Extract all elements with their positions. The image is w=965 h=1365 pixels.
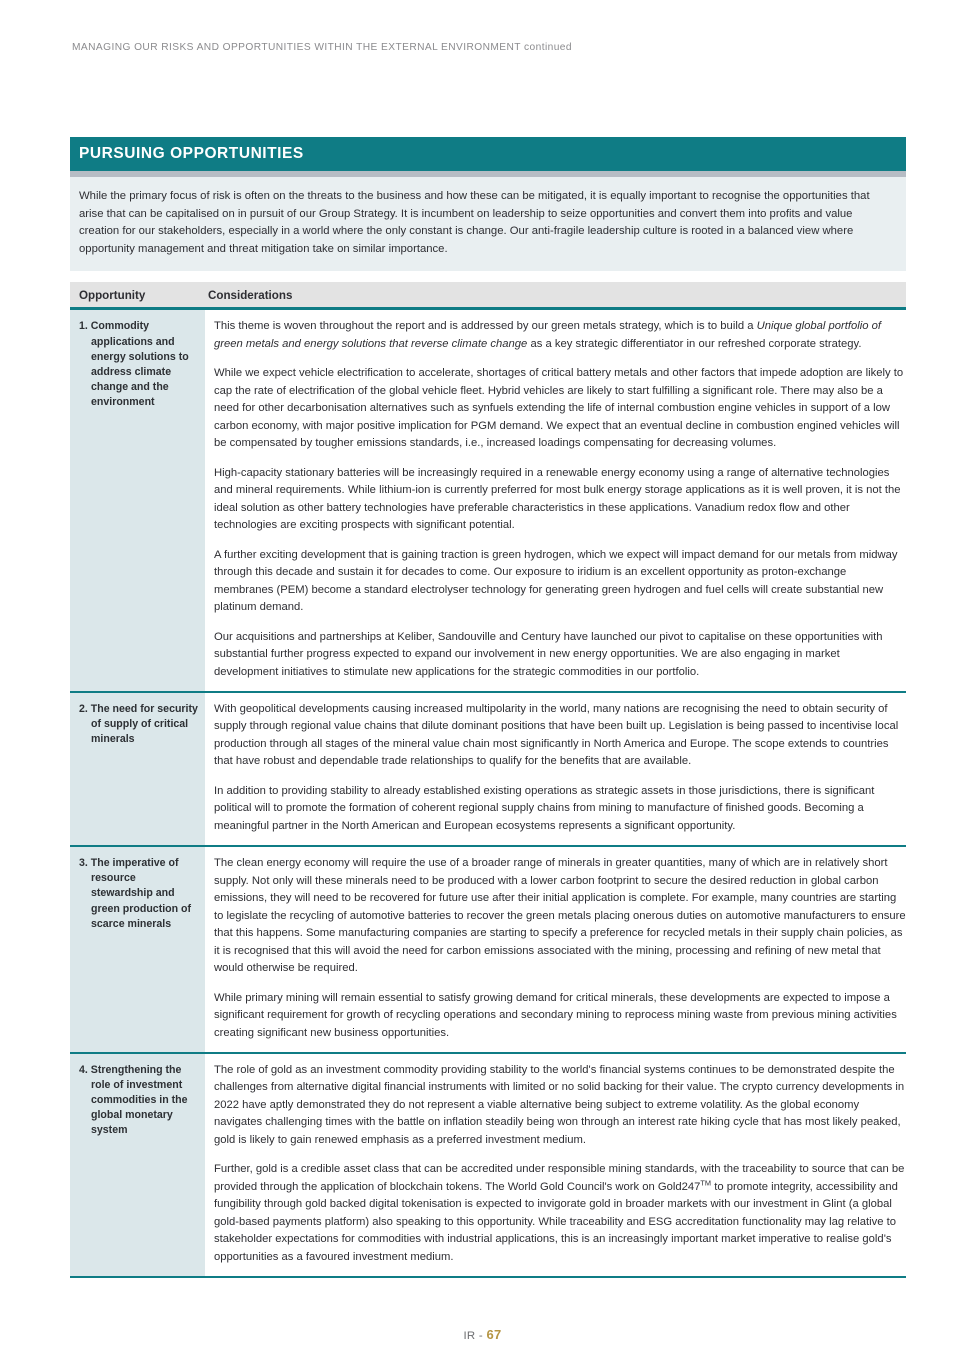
consideration-paragraph: Our acquisitions and partnerships at Keliber, Sandouville and Century have launched our pivot to capitalise on these opportunities with substantial further progress expected to expand our involvement in new energy opportunities. We are also engaging in market development initiatives to stimulate new applications for the strategic commodities in our portfolio. bbox=[214, 630, 883, 678]
considerations-cell bbox=[205, 1054, 906, 1277]
section-title: PURSUING OPPORTUNITIES bbox=[79, 145, 304, 162]
opportunity-label-cell bbox=[70, 693, 205, 846]
opportunity-label: 4. Strengthening the role of investment commodities in the global monetary system bbox=[79, 1063, 188, 1137]
consideration-paragraph: While primary mining will remain essential to satisfy growing demand for critical minerals, these developments are expected to impose a significant requirement for growth of recycling operations and secondary mining to reprocess mining waste from previous mining activities creating significant new business opportunities. bbox=[214, 991, 897, 1039]
section-title-bar bbox=[70, 137, 906, 171]
opportunity-label: 3. The imperative of resource stewardship and green production of scarce minerals bbox=[79, 857, 192, 930]
table-body bbox=[70, 310, 906, 1278]
footer-page-number: 67 bbox=[486, 1327, 502, 1342]
consideration-paragraph: The role of gold as an investment commodity providing stability to the world's financial systems continues to be demonstrated despite the challenges from alternative digital financial instruments with limited or no solid backing for their value. The crypto currency developments in 2022 have aptly demonstrated they do not represent a viable alternative being subject to extreme volatility. As the global economy navigates challenging times with the battle on inflation steadily being won through an interest rate hiking cycle that has most likely peaked, gold is likely to gain renewed emphasis as a preferred investment medium. bbox=[214, 1063, 905, 1146]
consideration-paragraph: In addition to providing stability to already established existing operations as strategic assets in those jurisdictions, there is significant political will to promote the formation of coherent regional supply chains from mining to manufacture of finished goods. Becoming a meaningful partner in the North American and European ecosystems represents a significant opportunity. bbox=[214, 784, 875, 832]
table-row bbox=[70, 847, 906, 1052]
opportunity-label-cell bbox=[70, 847, 205, 1052]
opportunity-label-cell bbox=[70, 310, 205, 691]
section-intro-text: While the primary focus of risk is often on the threats to the business and how these can be mitigated, it is equally important to recognise the opportunities that arise that can be capitalised on in pursuit of our Group Strategy. It is incumbent on leadership to seize opportunities and convert them into profits and value creation for our stakeholders, especially in a world where the only constant is change. Our anti-fragile leadership culture is rooted in a balanced view where opportunity management and threat mitigation take on similar importance. bbox=[79, 190, 870, 255]
table-header-considerations: Considerations bbox=[208, 288, 293, 302]
table-row bbox=[70, 1054, 906, 1277]
considerations-cell bbox=[205, 693, 906, 846]
considerations-cell bbox=[205, 310, 906, 691]
consideration-paragraph: This theme is woven throughout the report and is addressed by our green metals strategy, which is to build a Unique global portfolio of green metals and energy solutions that reverse climate change as a key strategic differentiator in our refreshed corporate strategy. bbox=[214, 320, 882, 350]
consideration-paragraph: High-capacity stationary batteries will be increasingly required in a renewable energy economy using a range of alternative technologies and mineral requirements. While lithium-ion is currently preferred for most bulk energy storage applications as it is well proven, it is not the ideal solution as other battery technologies have preferable characteristics in these applications. Vanadium redox flow and other technologies are exciting prospects with significant potential. bbox=[214, 466, 901, 532]
section-content bbox=[70, 137, 906, 1278]
table-header-row bbox=[70, 282, 906, 307]
consideration-paragraph: While we expect vehicle electrification to accelerate, shortages of critical battery metals and other factors that impede adoption are likely to cap the rate of electrification of the global vehicle fleet. Hybrid vehicles are likely to start fulfilling a significant role. There may also be a need for other decarbonisation alternatives such as synfuels extending the life of internal combustion engine vehicles in support of a low carbon economy, with major positive implication for PGM demand. We expect that an eventual decline in combustion engined vehicles will be compensated by tougher emissions standards, i.e., increased loadings compensating for decreasing volumes. bbox=[214, 367, 904, 450]
table-row bbox=[70, 693, 906, 846]
running-header: MANAGING OUR RISKS AND OPPORTUNITIES WITHIN THE EXTERNAL ENVIRONMENT continued bbox=[72, 42, 572, 53]
table-header-opportunity: Opportunity bbox=[79, 288, 146, 302]
opportunities-table bbox=[70, 282, 906, 1278]
section-intro-panel bbox=[70, 177, 906, 271]
opportunity-label: 1. Commodity applications and energy solutions to address climate change and the environment bbox=[79, 320, 189, 409]
page-footer bbox=[0, 1327, 965, 1342]
table-row bbox=[70, 310, 906, 691]
emphasis-text: Unique global portfolio of green metals and energy solutions that reverse climate change bbox=[214, 320, 882, 350]
consideration-paragraph: A further exciting development that is gaining traction is green hydrogen, which we expect will impact demand for our metals from midway through this decade and sustain it for decades to come. Our exposure to iridium is an excellent opportunity as proton-exchange membranes (PEM) become a standard electrolyser technology for generating green hydrogen and fuel cells will create substantial new platinum demand. bbox=[214, 548, 898, 614]
consideration-paragraph: With geopolitical developments causing increased multipolarity in the world, many nations are recognising the need to obtain security of supply through regional value chains that dilute dominant positions that have been built up. Legislation is being passed to incentivise local production through all stages of the mineral value chain most significantly in North America and Europe. The scope extends to countries that have robust and dependable trade relationships to qualify for the benefits that are available. bbox=[214, 702, 899, 768]
footer-prefix: IR - bbox=[463, 1330, 487, 1342]
opportunity-label: 2. The need for security of supply of critical minerals bbox=[79, 702, 198, 746]
row-divider bbox=[70, 1276, 906, 1278]
opportunity-label-cell bbox=[70, 1054, 205, 1277]
consideration-paragraph: The clean energy economy will require the use of a broader range of minerals in greater quantities, many of which are in relatively short supply. Not only will these minerals need to be produced with a lower carbon footprint to secure the desired reduction in global carbon emissions, they will need to be recovered for future use after their initial application is complete. For example, many countries are starting to legislate the recycling of automotive batteries to recover the green metals placing onerous duties on automotive manufacturers to ensure that this happens. Some manufacturing companies are starting to specify a preference for recycled metals in their supply chain policies, as it is recognised that this will avoid the need for carbon emissions associated with the mining, processing and refining of new metal that would otherwise be required. bbox=[214, 857, 906, 975]
considerations-cell bbox=[205, 847, 906, 1052]
consideration-paragraph: Further, gold is a credible asset class that can be accredited under responsible mining standards, with the traceability to source that can be provided through the application of blockchain tokens. The World Gold Council's work on Gold247™ to promote integrity, accessibility and fungibility through gold backed digital tokenisation is expected to invigorate gold in broader markets with our investment in Glint (a global gold-based payments platform) also speaking to this opportunity. While traceability and ESG accreditation functionality may lag relative to stakeholder expectations for commodities with industrial applications, this is an increasingly important market imperative to realise gold's opportunities as a favoured investment medium. bbox=[214, 1163, 905, 1263]
trademark-mark: TM bbox=[700, 1177, 712, 1187]
